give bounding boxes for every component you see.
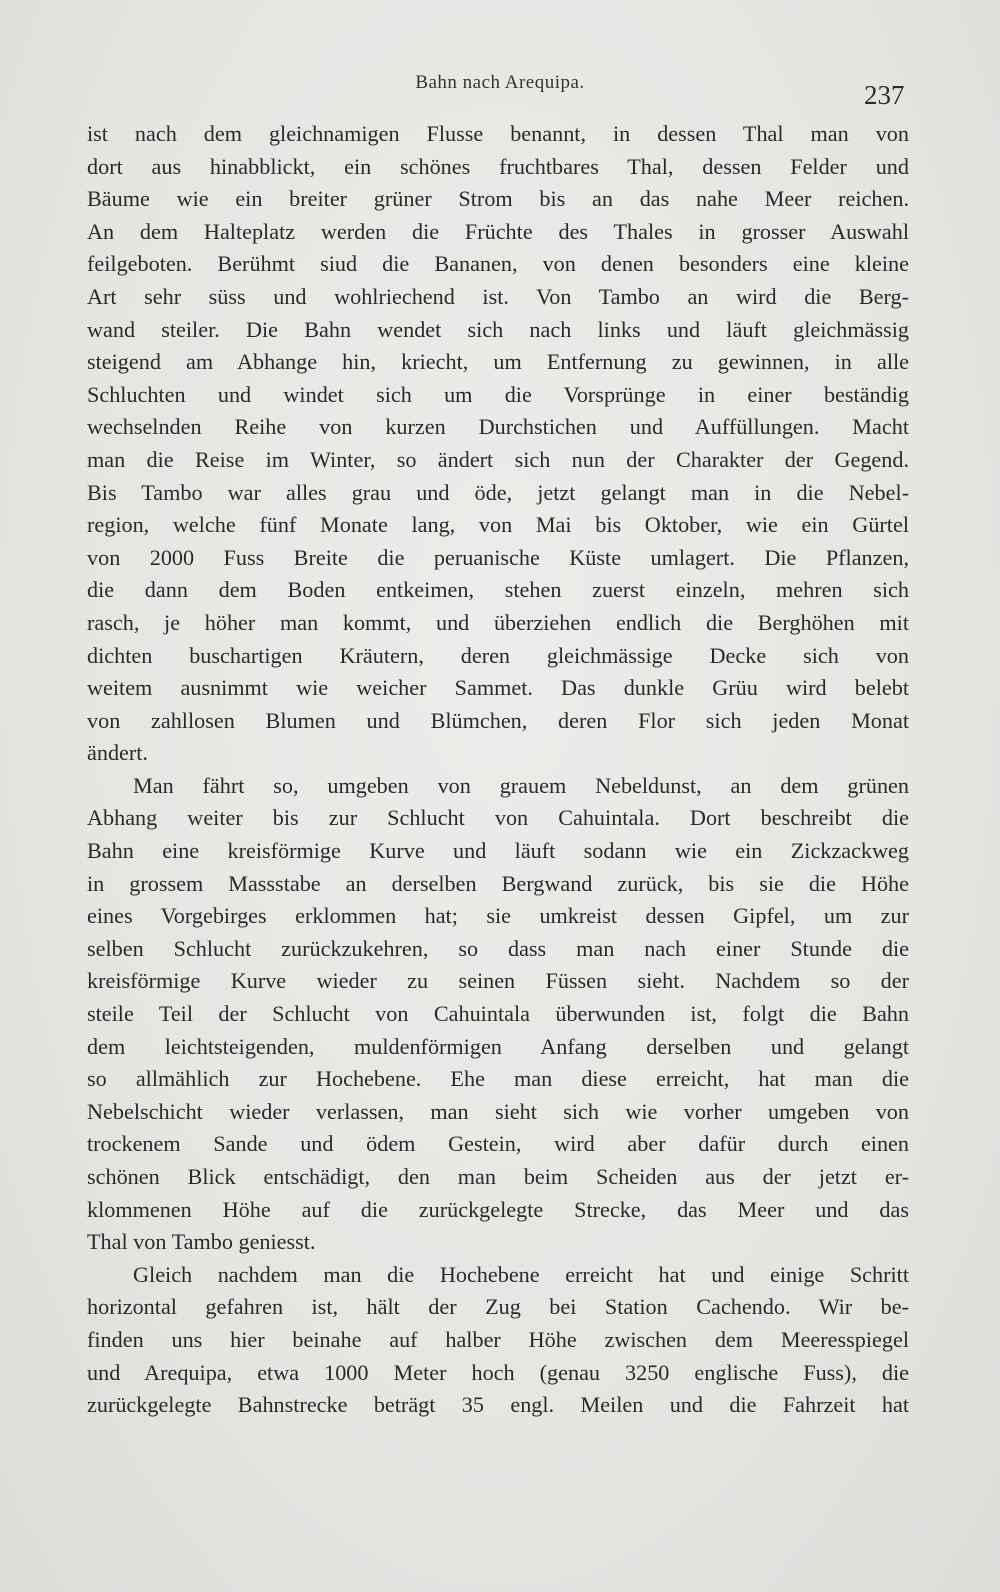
text-line: in grossem Massstabe an derselben Bergwand zurück, bis sie die Höhe [87,870,909,896]
paragraph [87,118,909,770]
text-line: An dem Halteplatz werden die Früchte des Thales in grosser Auswahl [87,218,909,244]
text-line: dem leichtsteigenden, muldenförmigen Anfang derselben und gelangt [87,1033,909,1059]
text-line: dichten buschartigen Kräutern, deren gleichmässige Decke sich von [87,642,909,668]
text-line: steigend am Abhange hin, kriecht, um Entfernung zu gewinnen, in alle [87,349,909,375]
text-line: und Arequipa, etwa 1000 Meter hoch (genau 3250 englische Fuss), die [87,1359,909,1385]
text-line: Schluchten und windet sich um die Vorsprünge in einer beständig [87,381,909,407]
text-line: eines Vorgebirges erklommen hat; sie umkreist dessen Gipfel, um zur [87,903,909,929]
body-text [87,118,909,1422]
text-line: schönen Blick entschädigt, den man beim Scheiden aus der jetzt er- [87,1164,909,1189]
text-line: Art sehr süss und wohlriechend ist. Von Tambo an wird die Berg- [87,283,909,309]
text-line: wand steiler. Die Bahn wendet sich nach links und läuft gleichmässig [87,316,909,342]
text-line: horizontal gefahren ist, hält der Zug bei Station Cachendo. Wir be- [87,1294,909,1320]
text-line: Man fährt so, umgeben von grauem Nebeldunst, an dem grünen [133,772,909,798]
running-head: Bahn nach Arequipa. [415,72,585,93]
text-line: rasch, je höher man kommt, und überziehen endlich die Berghöhen mit [87,609,909,635]
text-line: steile Teil der Schlucht von Cahuintala überwunden ist, folgt die Bahn [87,1001,909,1027]
text-line: ist nach dem gleichnamigen Flusse benannt, in dessen Thal man von [87,121,909,146]
text-line: trockenem Sande und ödem Gestein, wird aber dafür durch einen [87,1131,909,1157]
text-line: so allmählich zur Hochebene. Ehe man diese erreicht, hat man die [87,1066,909,1092]
text-line: ändert. [87,740,148,766]
text-line: feilgeboten. Berühmt siud die Bananen, von denen besonders eine kleine [87,251,909,277]
text-line: Thal von Tambo geniesst. [87,1229,316,1255]
page-number: 237 [864,80,905,110]
text-line: dort aus hinabblickt, ein schönes fruchtbares Thal, dessen Felder und [87,153,909,179]
text-line: Gleich nachdem man die Hochebene erreicht hat und einige Schritt [133,1261,909,1287]
text-line: region, welche fünf Monate lang, von Mai bis Oktober, wie ein Gürtel [87,512,909,538]
text-line: klommenen Höhe auf die zurückgelegte Strecke, das Meer und das [87,1196,909,1222]
text-line: finden uns hier beinahe auf halber Höhe zwischen dem Meeresspiegel [87,1326,909,1352]
text-line: Bahn eine kreisförmige Kurve und läuft sodann wie ein Zickzackweg [87,838,909,864]
text-line: kreisförmige Kurve wieder zu seinen Füssen sieht. Nachdem so der [87,968,909,994]
text-line: Abhang weiter bis zur Schlucht von Cahuintala. Dort beschreibt die [87,805,909,831]
paragraph [87,1259,909,1422]
text-line: die dann dem Boden entkeimen, stehen zuerst einzeln, mehren sich [87,577,909,603]
text-line: zurückgelegte Bahnstrecke beträgt 35 engl. Meilen und die Fahrzeit hat [87,1392,909,1418]
paragraph [87,770,909,1259]
text-line: von zahllosen Blumen und Blümchen, deren Flor sich jeden Monat [87,707,909,733]
text-line: weitem ausnimmt wie weicher Sammet. Das dunkle Grüu wird belebt [87,675,909,701]
text-line: man die Reise im Winter, so ändert sich nun der Charakter der Gegend. [87,446,909,472]
text-line: Bis Tambo war alles grau und öde, jetzt gelangt man in die Nebel- [87,479,909,505]
text-line: Bäume wie ein breiter grüner Strom bis an das nahe Meer reichen. [87,186,909,212]
text-line: selben Schlucht zurückzukehren, so dass man nach einer Stunde die [87,935,909,961]
text-line: von 2000 Fuss Breite die peruanische Küste umlagert. Die Pflanzen, [87,544,909,570]
text-line: Nebelschicht wieder verlassen, man sieht sich wie vorher umgeben von [87,1098,909,1124]
text-line: wechselnden Reihe von kurzen Durchstichen und Auffüllungen. Macht [87,414,909,440]
